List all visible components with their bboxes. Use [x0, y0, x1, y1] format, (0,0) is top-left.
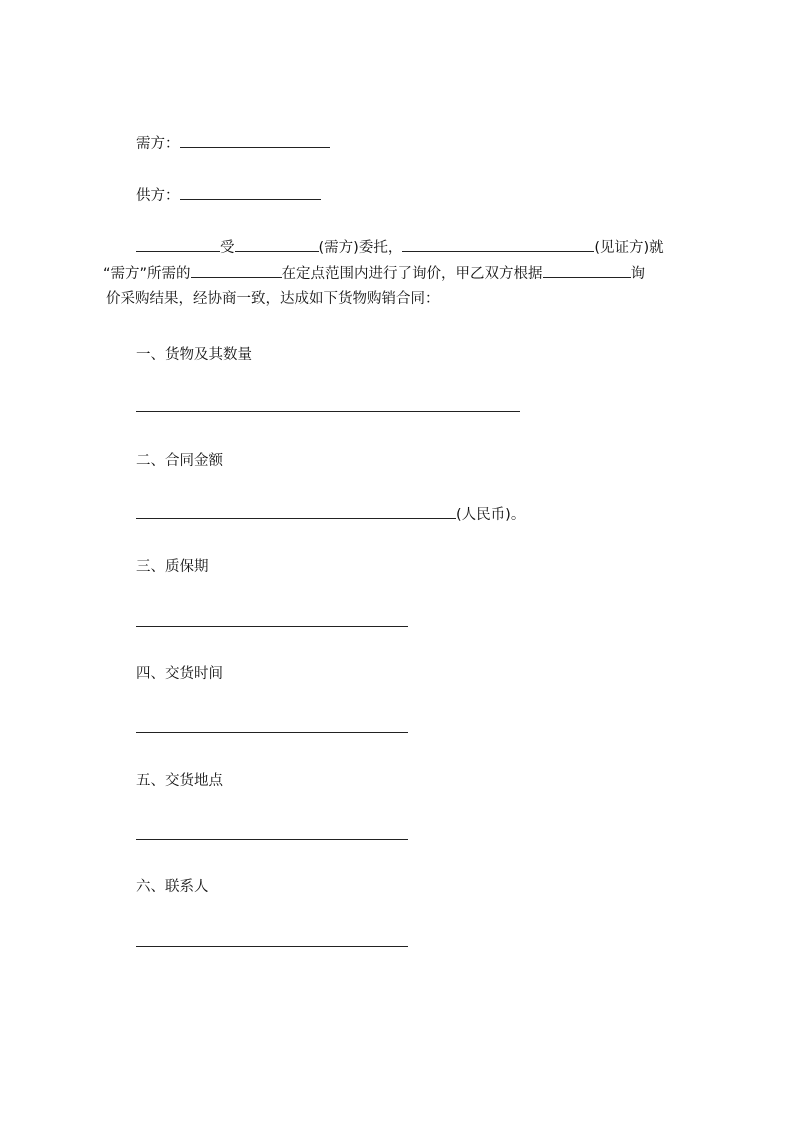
section-heading: 六、联系人	[136, 879, 209, 895]
text: “需方”所需的	[103, 266, 191, 282]
demand-blank	[180, 133, 330, 148]
text: (人民币)。	[456, 507, 526, 523]
blank	[543, 263, 631, 278]
section-heading: 五、交货地点	[136, 773, 223, 789]
demand-line	[136, 133, 330, 154]
section-heading: 一、货物及其数量	[136, 347, 252, 363]
supply-label: 供方：	[136, 188, 180, 204]
blank	[136, 237, 220, 252]
blank-rule	[136, 411, 520, 412]
section-heading: 三、质保期	[136, 559, 209, 575]
section-heading: 四、交货时间	[136, 666, 223, 682]
blank	[191, 263, 282, 278]
text: (见证方)就	[594, 240, 664, 256]
text: 在定点范围内进行了询价，甲乙双方根据	[281, 266, 543, 282]
text: 受	[220, 240, 235, 256]
demand-label: 需方：	[136, 136, 180, 152]
text: 询	[630, 266, 646, 282]
para-line-1	[136, 237, 664, 258]
blank-rule	[136, 946, 408, 947]
text: (需方)委托，	[318, 240, 403, 256]
para-line-2	[103, 263, 645, 284]
blank	[402, 237, 594, 252]
supply-line	[136, 185, 321, 206]
blank	[136, 504, 456, 519]
supply-blank	[180, 185, 321, 200]
section-heading: 二、合同金额	[136, 453, 223, 469]
blank	[235, 237, 319, 252]
blank-rule	[136, 732, 408, 733]
blank-rule	[136, 839, 408, 840]
para-line-3: 价采购结果，经协商一致，达成如下货物购销合同：	[106, 291, 440, 307]
amount-line	[136, 504, 525, 525]
blank-rule	[136, 626, 408, 627]
